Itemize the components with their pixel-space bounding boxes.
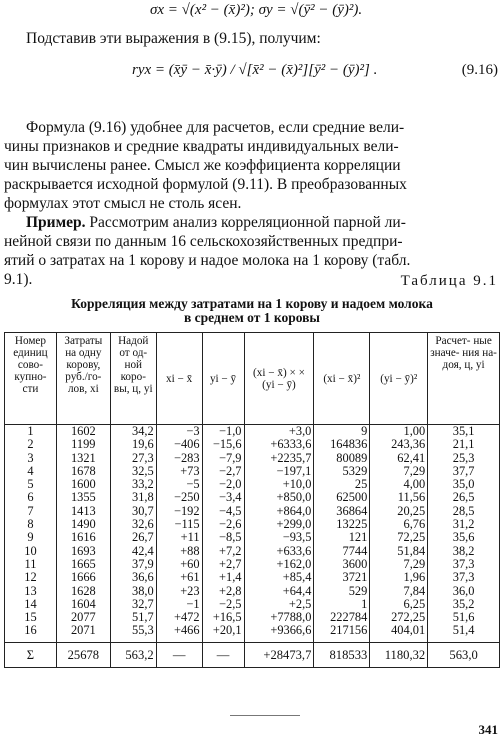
table-cell: 9 [27, 530, 34, 545]
table-cell: 1355 [70, 490, 96, 505]
example-text-1: Рассмотрим анализ корреляционной парной ли- [85, 214, 406, 231]
table-cell: 9 [361, 424, 368, 438]
table-cell: 1604 [70, 596, 96, 611]
table-cell: 36864 [336, 503, 368, 518]
example-line-2: нейной связи по данным 16 сельскохозяйственных предпри- [4, 233, 403, 250]
table-cell: 35,1 [452, 424, 475, 438]
table-cell: 72,25 [397, 530, 426, 545]
table-cell: −93,5 [282, 530, 312, 545]
example-line-3: ятий о затратах на 1 корову и надое молока на 1 корову (табл. [4, 252, 411, 269]
sum-x-squared: 818533 [314, 643, 370, 668]
table-cell: 37,9 [132, 556, 154, 571]
table-cell: 80089 [336, 450, 368, 465]
table-cell: 272,25 [391, 610, 426, 625]
table-cell: 37,3 [452, 556, 475, 571]
table-cell: 8 [27, 517, 34, 532]
table-cell: −4,5 [219, 503, 242, 518]
column-unit-number [5, 425, 57, 643]
table-cell: +23 [180, 583, 200, 598]
table-cell: 1628 [70, 583, 96, 598]
table-cell: 7 [27, 503, 34, 518]
table-cell: 13 [24, 583, 37, 598]
table-cell: 32,5 [132, 463, 154, 478]
divider [230, 715, 300, 716]
table-cell: 7,29 [403, 556, 426, 571]
example-label: Пример. [26, 214, 86, 231]
table-cell: +466 [174, 623, 200, 638]
table-cell: 1,00 [403, 424, 426, 438]
table-cell: 51,4 [452, 623, 475, 638]
paragraph2-line-1: Формула (9.16) удобнее для расчетов, если средние вели- [26, 119, 405, 136]
table-cell: 36,6 [132, 570, 154, 585]
table-cell: +73 [180, 463, 200, 478]
table-cell: +10,0 [282, 477, 312, 492]
table-cell: −250 [174, 490, 200, 505]
table-cell: 38,2 [452, 543, 475, 558]
table-cell: 14 [24, 596, 37, 611]
table-cell: 1413 [70, 503, 96, 518]
example-line-4: 9.1). [4, 271, 33, 288]
table-cell: 13225 [336, 517, 368, 532]
sum-milk-yield: 563,2 [110, 643, 156, 668]
table-cell: −2,6 [219, 517, 242, 532]
table-cell: −3 [186, 424, 200, 438]
table-cell: +850,0 [276, 490, 312, 505]
header-product: (xi − x̄) × × (yi − ȳ) [244, 333, 314, 425]
table-cell: 42,4 [132, 543, 154, 558]
table-cell: 1490 [70, 517, 96, 532]
table-cell: 28,5 [452, 503, 475, 518]
table-cell: 11 [24, 556, 37, 571]
header-milk-yield: Надой от од- ной коро- вы, ц, yi [110, 333, 156, 425]
example-line-1 [4, 214, 500, 232]
paragraph2-line-2: чины признаков и средние квадраты индивидуальных вели- [4, 138, 399, 155]
table-cell: 1,96 [403, 570, 426, 585]
column-x-squared [314, 425, 370, 643]
table-cell: +633,6 [276, 543, 312, 558]
table-cell: 1600 [70, 477, 96, 492]
paragraph2-line-3: чин вычислены ранее. Смысл же коэффициента корреляции [4, 157, 401, 174]
table-cell: 1 [27, 424, 34, 438]
table-cell: 1616 [70, 530, 96, 545]
table-cell: −192 [174, 503, 200, 518]
sum-x-deviation: — [156, 643, 202, 668]
paragraph2-line-5: формулах этот смысл не столь ясен. [4, 195, 242, 212]
sum-estimated-yield: 563,0 [428, 643, 500, 668]
column-x-deviation [156, 425, 202, 643]
table-cell: 3600 [342, 556, 368, 571]
table-title-line-1: Корреляция между затратами на 1 корову и надоем молока [71, 296, 433, 311]
table-cell: 62500 [336, 490, 368, 505]
table-cell: +2,8 [219, 583, 242, 598]
sum-row [5, 643, 500, 668]
table-cell: 51,7 [132, 610, 154, 625]
table-cell: +864,0 [276, 503, 312, 518]
header-y-squared: (yi − ȳ)² [370, 333, 428, 425]
sum-product: +28473,7 [244, 643, 314, 668]
table-cell: 51,6 [452, 610, 475, 625]
table-cell: +2,7 [219, 556, 242, 571]
table-cell: 20,25 [397, 503, 426, 518]
table-cell: +1,4 [219, 570, 242, 585]
table-cell: 1678 [70, 463, 96, 478]
sum-y-deviation: — [202, 643, 244, 668]
formula-ryx: ryx = (x̄ȳ − x̄·ȳ) / √[x̄² − (x̄)²][ȳ² − (ȳ)²] . [132, 62, 378, 78]
table-cell: 31,8 [132, 490, 154, 505]
table-cell: 26,7 [132, 530, 154, 545]
table-cell: 12 [24, 570, 37, 585]
sum-sigma: Σ [5, 643, 57, 668]
table-cell: −1,0 [219, 424, 242, 438]
table-cell: +61 [180, 570, 200, 585]
table-cell: 3721 [342, 570, 368, 585]
table-cell: 21,1 [452, 437, 475, 452]
table-cell: −2,5 [219, 596, 242, 611]
table-cell: +11 [180, 530, 200, 545]
table-cell: 34,2 [132, 424, 154, 438]
table-cell: 7,84 [403, 583, 426, 598]
column-estimated-yield [428, 425, 500, 643]
table-cell: 4 [27, 463, 34, 478]
table-cell: +85,4 [282, 570, 312, 585]
table-cell: 1693 [70, 543, 96, 558]
table-cell: 25,3 [452, 450, 475, 465]
table-cell: +3,0 [288, 424, 312, 438]
table-cell: +20,1 [212, 623, 242, 638]
table-cell: 35,6 [452, 530, 475, 545]
table-cell: 32,7 [132, 596, 154, 611]
column-milk-yield [110, 425, 156, 643]
table-cell: +16,5 [212, 610, 242, 625]
page-number: 341 [478, 722, 498, 737]
table-cell: −115 [174, 517, 200, 532]
table-cell: −3,4 [219, 490, 242, 505]
table-cell: 121 [348, 530, 368, 545]
table-cell: −2,0 [219, 477, 242, 492]
table-cell: −7,9 [219, 450, 242, 465]
table-cell: 243,36 [391, 437, 426, 452]
table-cell: +9366,6 [270, 623, 312, 638]
table-cell: 11,56 [397, 490, 426, 505]
header-y-deviation: yi − ȳ [202, 333, 244, 425]
header-costs: Затраты на одну корову, руб./го- лов, xi [56, 333, 110, 425]
table-cell: 27,3 [132, 450, 154, 465]
table-cell: 51,84 [397, 543, 426, 558]
table-cell: 1665 [70, 556, 96, 571]
table-cell: −283 [174, 450, 200, 465]
table-caption: Таблица 9.1 [400, 273, 498, 289]
table-cell: −8,5 [219, 530, 242, 545]
table-cell: +60 [180, 556, 200, 571]
paragraph2-line-4: раскрывается исходной формулой (9.11). В преобразованных [4, 176, 407, 193]
table-cell: 37,7 [452, 463, 475, 478]
sum-costs: 25678 [56, 643, 110, 668]
table-cell: +162,0 [276, 556, 312, 571]
table-cell: 33,2 [132, 477, 154, 492]
table-cell: 1602 [70, 424, 96, 438]
table-cell: +88 [180, 543, 200, 558]
sum-y-squared: 1180,32 [370, 643, 428, 668]
table-cell: 37,3 [452, 570, 475, 585]
formula-sigma: σx = √(x² − (x̄)²); σy = √(ȳ² − (ȳ)²). [150, 2, 363, 18]
table-cell: 19,6 [132, 437, 154, 452]
header-x-deviation: xi − x̄ [156, 333, 202, 425]
table-title-line-2: в среднем от 1 коровы [184, 310, 320, 325]
table-cell: 26,5 [452, 490, 475, 505]
formula-number: (9.16) [461, 62, 498, 78]
table-cell: +299,0 [276, 517, 312, 532]
table-cell: 6,25 [403, 596, 426, 611]
table-cell: +7,2 [219, 543, 242, 558]
table-cell: 62,41 [397, 450, 426, 465]
table-cell: 31,2 [452, 517, 475, 532]
table-cell: 222784 [330, 610, 368, 625]
table-cell: 38,0 [132, 583, 154, 598]
column-product [244, 425, 314, 643]
table-cell: 55,3 [132, 623, 154, 638]
paragraph-substitution: Подставив эти выражения в (9.15), получим: [26, 30, 321, 47]
column-costs [56, 425, 110, 643]
table-cell: 25 [354, 477, 368, 492]
table-cell: 7,29 [403, 463, 426, 478]
table-cell: −15,6 [212, 437, 242, 452]
table-cell: 1666 [70, 570, 96, 585]
column-y-deviation [202, 425, 244, 643]
table-cell: 1 [361, 596, 368, 611]
table-cell: +64,4 [282, 583, 312, 598]
table-cell: −5 [186, 477, 200, 492]
table-cell: +2,5 [288, 596, 312, 611]
table-cell: −2,7 [219, 463, 242, 478]
table-cell: 2071 [70, 623, 96, 638]
table-cell: −197,1 [276, 463, 312, 478]
table-cell: +7788,0 [270, 610, 312, 625]
table-cell: 5 [27, 477, 34, 492]
table-cell: 15 [24, 610, 37, 625]
table-cell: 10 [24, 543, 37, 558]
table-cell: 2 [27, 437, 34, 452]
table-cell: 6 [27, 490, 34, 505]
table-cell: 4,00 [403, 477, 426, 492]
table-cell: 2077 [70, 610, 96, 625]
table-cell: 404,01 [391, 623, 426, 638]
header-estimated-yield: Расчет- ные значе- ния на- доя, ц, yi [428, 333, 500, 425]
correlation-table [4, 332, 500, 668]
table-cell: 7744 [342, 543, 368, 558]
table-cell: 529 [348, 583, 368, 598]
table-cell: 36,0 [452, 583, 475, 598]
table-cell: 32,6 [132, 517, 154, 532]
header-unit-number: Номер единиц сово- купно- сти [5, 333, 57, 425]
table-cell: 164836 [330, 437, 368, 452]
table-cell: 6,76 [403, 517, 426, 532]
header-x-squared: (xi − x̄)² [314, 333, 370, 425]
column-y-squared [370, 425, 428, 643]
table-cell: 30,7 [132, 503, 154, 518]
table-cell: 16 [24, 623, 37, 638]
table-cell: 217156 [330, 623, 368, 638]
table-cell: 3 [27, 450, 34, 465]
table-cell: 35,0 [452, 477, 475, 492]
table-cell: 1199 [71, 437, 96, 452]
table-cell: +2235,7 [270, 450, 312, 465]
table-cell: 5329 [342, 463, 368, 478]
table-cell: +6333,6 [270, 437, 312, 452]
table-cell: +472 [174, 610, 200, 625]
table-cell: −1 [186, 596, 200, 611]
table-cell: −406 [174, 437, 200, 452]
table-cell: 35,2 [452, 596, 475, 611]
table-cell: 1321 [70, 450, 96, 465]
